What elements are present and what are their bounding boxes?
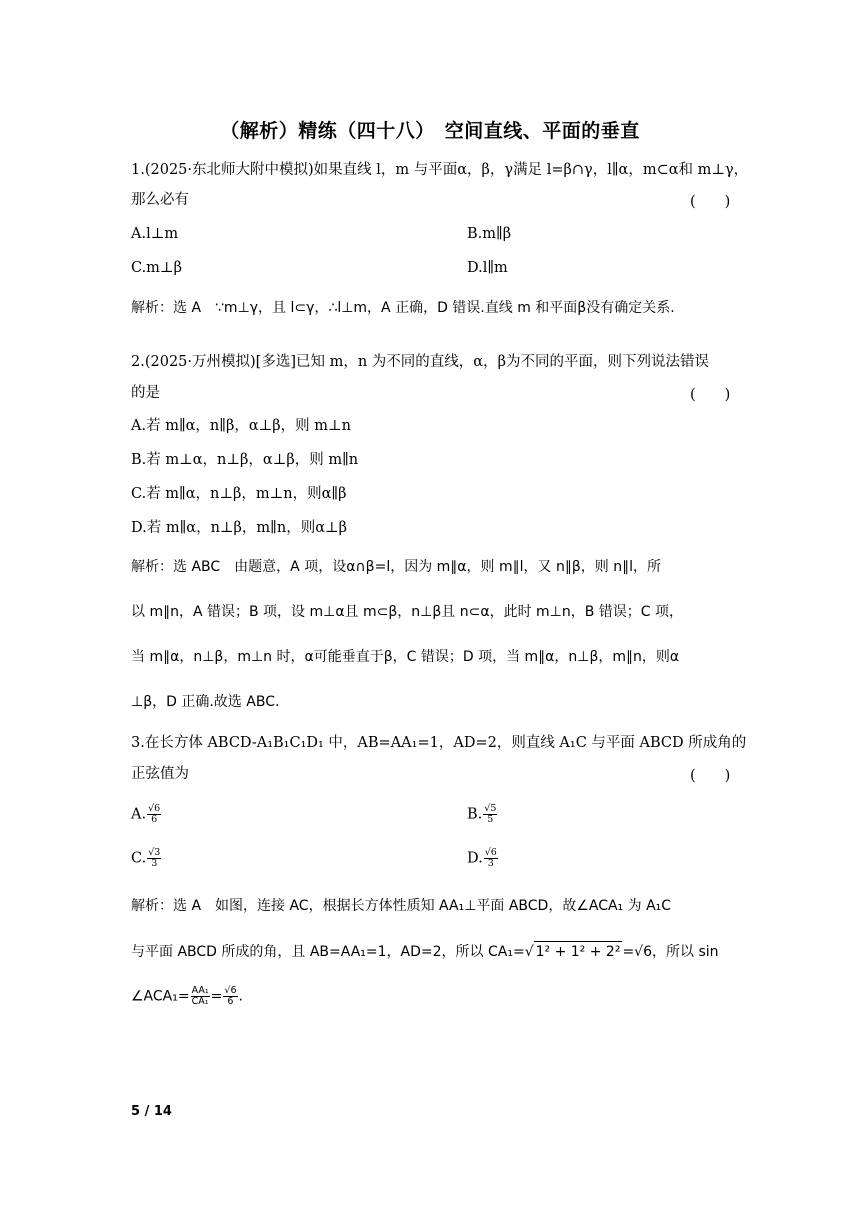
q3-option-a	[131, 804, 162, 825]
q3-solution-equals: =	[210, 988, 223, 1005]
q2-option-c: C.若 m∥α，n⊥β，m⊥n，则α∥β	[131, 486, 347, 502]
q2-solution-line2: 以 m∥n，A 错误；B 项，设 m⊥α且 m⊂β，n⊥β且 n⊂α，此时 m⊥n，B 错误；C 项，	[131, 604, 684, 620]
q3-option-c-numerator: √3	[148, 847, 161, 858]
q3-solution-line2	[131, 941, 719, 962]
q3-option-d-numerator: √6	[484, 847, 497, 858]
q3-option-b-numerator: √5	[484, 803, 497, 814]
q3-solution-angle: ∠ACA₁=	[131, 988, 190, 1005]
q3-solution-fraction-1-denominator: CA₁	[191, 996, 209, 1007]
radical-sign: √	[524, 944, 534, 960]
q1-option-c: C.m⊥β	[131, 260, 182, 276]
q1-solution: 解析：选 A ∵m⊥γ，且 l⊂γ，∴l⊥m，A 正确，D 错误.直线 m 和平面β没有确定关系.	[131, 300, 675, 316]
q1-option-d: D.l∥m	[467, 260, 508, 276]
q1-option-a: A.l⊥m	[131, 226, 179, 242]
q3-answer-paren: ( )	[690, 768, 731, 784]
q2-answer-paren: ( )	[690, 387, 731, 403]
q2-stem-line2: 的是	[131, 385, 160, 401]
q3-option-d	[467, 848, 499, 869]
q2-stem-line1: 2.(2025·万州模拟)[多选]已知 m，n 为不同的直线，α，β为不同的平面，则下列说法错误	[131, 354, 709, 370]
q2-option-b: B.若 m⊥α，n⊥β，α⊥β，则 m∥n	[131, 452, 359, 468]
q2-solution-line4: ⊥β，D 正确.故选 ABC.	[131, 694, 280, 710]
q2-option-a: A.若 m∥α，n∥β，α⊥β，则 m⊥n	[131, 418, 351, 434]
q2-option-d: D.若 m∥α，n⊥β，m∥n，则α⊥β	[131, 520, 348, 536]
q3-solution-fraction-1	[191, 986, 210, 1007]
q3-option-d-denominator: 3	[487, 858, 494, 869]
q3-stem-line2: 正弦值为	[131, 766, 189, 782]
q3-solution-radicand: 1² + 1² + 2²	[534, 941, 623, 962]
q3-solution-period: .	[238, 988, 243, 1005]
q3-option-d-fraction	[484, 848, 498, 869]
q3-solution-line1: 解析：选 A 如图，连接 AC，根据长方体性质知 AA₁⊥平面 ABCD，故∠ACA₁ 为 A₁C	[131, 898, 672, 914]
page-title: （解析）精练（四十八） 空间直线、平面的垂直	[220, 120, 640, 142]
q3-solution-line3	[131, 986, 243, 1007]
q1-stem-line1: 1.(2025·东北师大附中模拟)如果直线 l，m 与平面α，β，γ满足 l=β∩γ，l∥α，m⊂α和 m⊥γ，	[131, 162, 749, 178]
q3-solution-fraction-2	[223, 986, 237, 1007]
q3-solution-fraction-2-denominator: 6	[227, 996, 234, 1007]
q1-stem-line2: 那么必有	[131, 192, 189, 208]
q3-option-a-numerator: √6	[148, 803, 161, 814]
q3-solution-line2-end: =√6，所以 sin	[622, 944, 719, 960]
q3-option-c-denominator: 3	[151, 858, 158, 869]
q3-option-a-fraction	[147, 804, 161, 825]
q3-solution-fraction-2-numerator: √6	[224, 985, 237, 996]
q1-answer-paren: ( )	[690, 194, 731, 210]
page-number: 5 / 14	[131, 1104, 172, 1119]
q2-solution-line1: 解析：选 ABC 由题意，A 项，设α∩β=l，因为 m∥α，则 m∥l，又 n∥β，则 n∥l，所	[131, 559, 661, 575]
q3-option-b	[467, 804, 498, 825]
q3-option-c	[131, 848, 162, 869]
q3-option-b-fraction	[483, 804, 497, 825]
q1-option-b: B.m∥β	[467, 226, 512, 242]
q3-solution-line2-text: 与平面 ABCD 所成的角，且 AB=AA₁=1，AD=2，所以 CA₁=	[131, 944, 525, 960]
q3-option-a-denominator: 6	[151, 814, 158, 825]
q3-solution-fraction-1-numerator: AA₁	[191, 985, 209, 996]
q3-option-c-label: C.	[131, 850, 147, 867]
q3-option-c-fraction	[147, 848, 161, 869]
q2-solution-line3: 当 m∥α，n⊥β，m⊥n 时，α可能垂直于β，C 错误；D 项，当 m∥α，n⊥β，m∥n，则α	[131, 649, 680, 665]
q3-option-d-label: D.	[467, 850, 483, 867]
q3-option-b-denominator: 5	[487, 814, 494, 825]
q3-option-b-label: B.	[467, 806, 483, 823]
q3-option-a-label: A.	[131, 806, 147, 823]
q3-stem-line1: 3.在长方体 ABCD-A₁B₁C₁D₁ 中，AB=AA₁=1，AD=2，则直线 A₁C 与平面 ABCD 所成角的	[131, 735, 747, 751]
